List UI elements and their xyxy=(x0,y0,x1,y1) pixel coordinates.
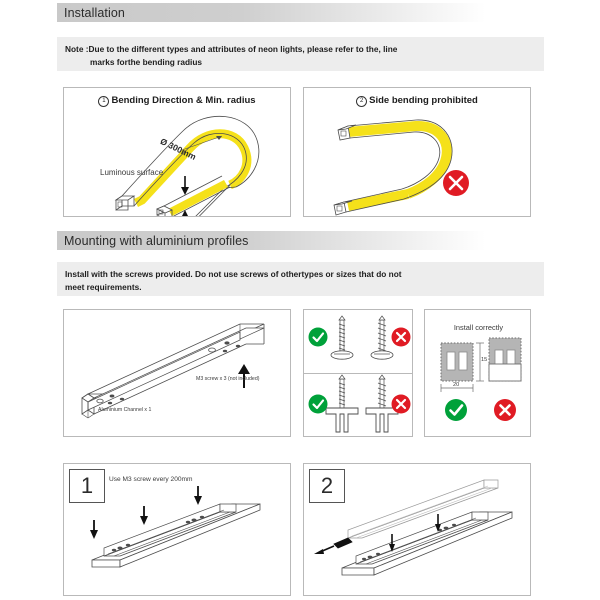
section-title-mounting: Mounting with aluminium profiles xyxy=(64,233,249,248)
note-bending-line2: marks forthe bending radius xyxy=(90,56,203,67)
step-number-2: 2 xyxy=(320,473,334,498)
dimension-height: 15 xyxy=(481,357,488,363)
step-number-box-2 xyxy=(309,469,345,503)
panel-step-two xyxy=(303,463,531,596)
panel-side-bending-title xyxy=(304,95,530,107)
note-box-mounting xyxy=(57,262,544,296)
section-header-mounting xyxy=(57,231,544,250)
label-m3-screw-not-included: M3 screw x 3 (not included) xyxy=(196,376,260,382)
note-bending-line1: Note :Due to the different types and attributes of neon lights, please refer to the, line xyxy=(65,44,398,54)
panel-side-bending xyxy=(303,87,531,217)
dimension-width: 20 xyxy=(453,382,460,388)
label-luminous-surface: Luminous surface xyxy=(100,168,164,177)
label-step-one-caption: Use M3 screw every 200mm xyxy=(109,476,193,483)
screw-row-two-illustration xyxy=(304,374,413,437)
panel-title-text: Bending Direction & Min. radius xyxy=(111,95,256,106)
section-header-installation xyxy=(57,3,544,22)
note-mounting-line1: Install with the screws provided. Do not use screws of othertypes or sizes that do not xyxy=(65,269,402,279)
panel-install-correctly xyxy=(424,309,531,437)
panel-bending-direction xyxy=(63,87,291,217)
section-title-installation: Installation xyxy=(64,5,125,20)
label-aluminium-channel-qty: Aluminium Channel x 1 xyxy=(98,407,152,413)
green-check-icon xyxy=(445,399,467,421)
green-check-icon xyxy=(309,395,328,414)
step-number-1: 1 xyxy=(80,473,94,498)
panel-number-2: 2 xyxy=(356,96,367,107)
panel-number-1: 1 xyxy=(98,96,109,107)
step-number-box-1 xyxy=(69,469,105,503)
aluminium-channel-illustration xyxy=(64,310,291,437)
green-check-icon xyxy=(309,328,328,347)
panel-aluminium-channel xyxy=(63,309,291,437)
note-mounting-line2: meet requirements. xyxy=(65,281,142,292)
screw-row-one-illustration xyxy=(304,310,413,373)
note-box-bending xyxy=(57,37,544,71)
label-install-correctly: Install correctly xyxy=(453,323,504,332)
panel-screw-comparison xyxy=(303,309,413,437)
side-bending-illustration xyxy=(304,88,531,217)
panel-step-one xyxy=(63,463,291,596)
panel-title-text: Side bending prohibited xyxy=(369,95,478,106)
label-bend-diameter: Ø 300mm xyxy=(158,136,198,162)
